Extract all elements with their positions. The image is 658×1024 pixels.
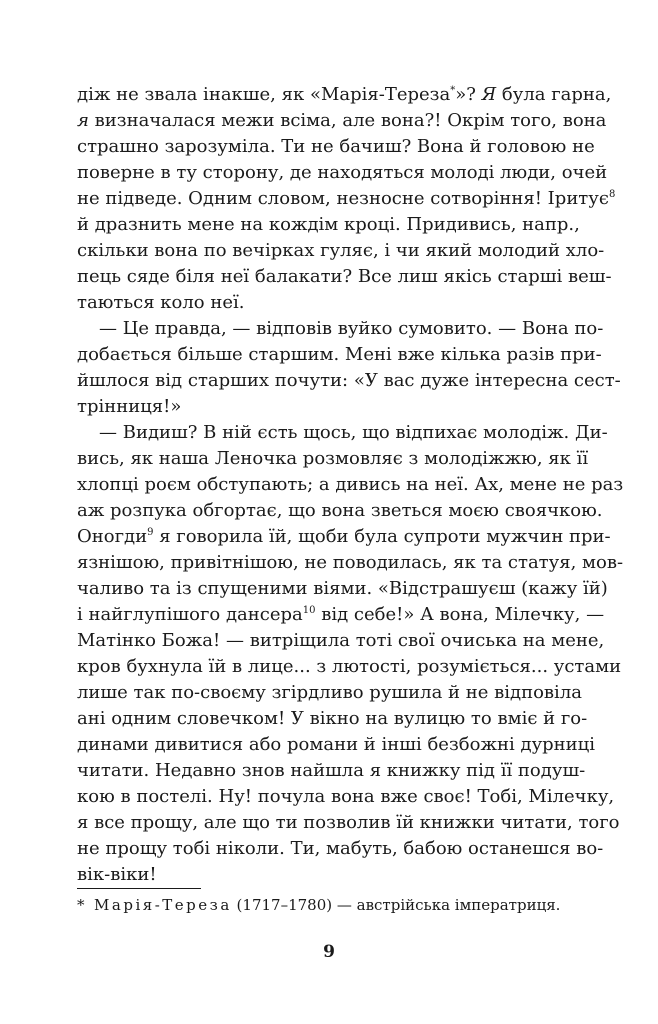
text-segment: динами дивитися або романи й інші безбожні дурниці (77, 734, 596, 755)
text-line (77, 420, 608, 446)
text-line (77, 602, 605, 628)
footnote-marker: * (77, 896, 85, 914)
text-segment: скільки вона по вечірках гуляє, і чи який молодий хло- (77, 240, 605, 261)
footnote-reference: 10 (302, 605, 316, 616)
text-segment: я все прощу, але що ти позволив їй книжки читати, того (77, 812, 620, 833)
text-segment: лише так по-своєму згірдливо рушила й не відповіла (77, 682, 582, 703)
text-segment: кою в постелі. Ну! почула вона вже своє! Тобі, Мілечку, (77, 786, 615, 807)
text-segment: і найглупішого дансера (77, 604, 303, 625)
footnote-divider (77, 888, 201, 889)
footnote (77, 895, 597, 915)
text-segment: хлопці роєм обступають; а дивись на неї. Ах, мене не раз (77, 474, 624, 495)
footnote-reference: 9 (147, 527, 154, 538)
text-line (77, 810, 620, 836)
text-line (77, 576, 608, 602)
footnote-term: Марія-Тереза (94, 896, 232, 914)
text-segment: трінниця!» (77, 396, 182, 417)
text-segment: не підведе. Одним словом, незносне сотворіння! Іритує (77, 188, 609, 209)
text-line (77, 446, 589, 472)
text-line (77, 836, 604, 862)
text-segment: читати. Недавно знов найшла я книжку під її подуш- (77, 760, 586, 781)
text-segment: ані одним словечком! У вікно на вулицю то вміє й го- (77, 708, 588, 729)
text-segment: — Це правда, — відповів вуйко сумовито. — Вона по- (99, 318, 604, 339)
text-segment: вік-віки! (77, 864, 157, 885)
text-line (77, 82, 612, 108)
text-segment: Матінко Божа! — витріщила тоті свої очиська на мене, (77, 630, 605, 651)
text-segment: пець сяде біля неї балакати? Все лиш якісь старші веш- (77, 266, 612, 287)
text-segment: страшно зарозуміла. Ти не бачиш? Вона й головою не (77, 136, 595, 157)
text-line (77, 680, 582, 706)
text-line (77, 784, 615, 810)
text-segment: поверне в ту сторону, де находяться молоді люди, очей (77, 162, 608, 183)
text-segment: й дразнить мене на кождім кроці. Придивись, напр., (77, 214, 580, 235)
text-line (77, 212, 579, 238)
footnote-reference: 8 (608, 189, 616, 200)
text-line (77, 628, 605, 654)
text-line (77, 342, 602, 368)
text-segment: йшлося від старших почути: «У вас дуже інтересна сест- (77, 370, 621, 391)
text-segment: кров бухнула їй в лице... з лютості, розуміється... устами (77, 656, 622, 677)
text-line (77, 472, 624, 498)
text-line (77, 550, 624, 576)
body-text (77, 82, 624, 888)
text-segment: язнішою, привітнішою, не поводилась, як та статуя, мов- (77, 552, 624, 573)
italic-text: Я (481, 84, 497, 105)
footnote-reference: * (450, 85, 456, 96)
text-segment: визначалася межи всіма, але вона?! Окрім того, вона (88, 110, 607, 131)
text-segment: я говорила їй, щоби була супроти мужчин при- (153, 526, 611, 547)
text-segment: — Видиш? В ній єсть щось, що відпихає молодіж. Ди- (99, 422, 608, 443)
text-segment: від себе!» А вона, Мілечку, — (315, 604, 605, 625)
text-segment: не прощу тобі ніколи. Ти, мабуть, бабою останешся во- (77, 838, 604, 859)
footnote-definition: — австрійська імператриця. (332, 896, 561, 914)
text-line (77, 290, 579, 316)
text-line (77, 264, 612, 290)
text-line (77, 134, 595, 160)
text-line (77, 368, 621, 394)
text-line (77, 316, 604, 342)
text-segment: була гарна, (496, 84, 612, 105)
text-line (77, 654, 622, 680)
text-segment: чаливо та із спущеними віями. «Відстрашуєш (кажу їй) (77, 578, 608, 599)
text-segment: добається більше старшим. Мені вже кілька разів при- (77, 344, 602, 365)
text-line (77, 498, 603, 524)
text-line (77, 732, 596, 758)
text-line (77, 108, 607, 134)
page-number: 9 (323, 942, 335, 962)
text-segment: вись, як наша Леночка розмовляє з молодіжжю, як її (77, 448, 589, 469)
text-segment: »? (455, 84, 482, 105)
text-line (77, 862, 579, 888)
text-line (77, 186, 616, 212)
text-line (77, 706, 588, 732)
text-line (77, 160, 608, 186)
text-line (77, 394, 579, 420)
text-segment: Оногди (77, 526, 148, 547)
text-segment: таються коло неї. (77, 292, 245, 313)
footnote-years: (1717–1780) (236, 896, 333, 914)
text-line (77, 758, 586, 784)
text-segment: аж розпука обгортає, що вона зветься моєю своячкою. (77, 500, 603, 521)
text-line (77, 238, 605, 264)
italic-text: я (77, 110, 89, 131)
text-line (77, 524, 611, 550)
text-segment: діж не звала інакше, як «Марія-Тереза (77, 84, 451, 105)
